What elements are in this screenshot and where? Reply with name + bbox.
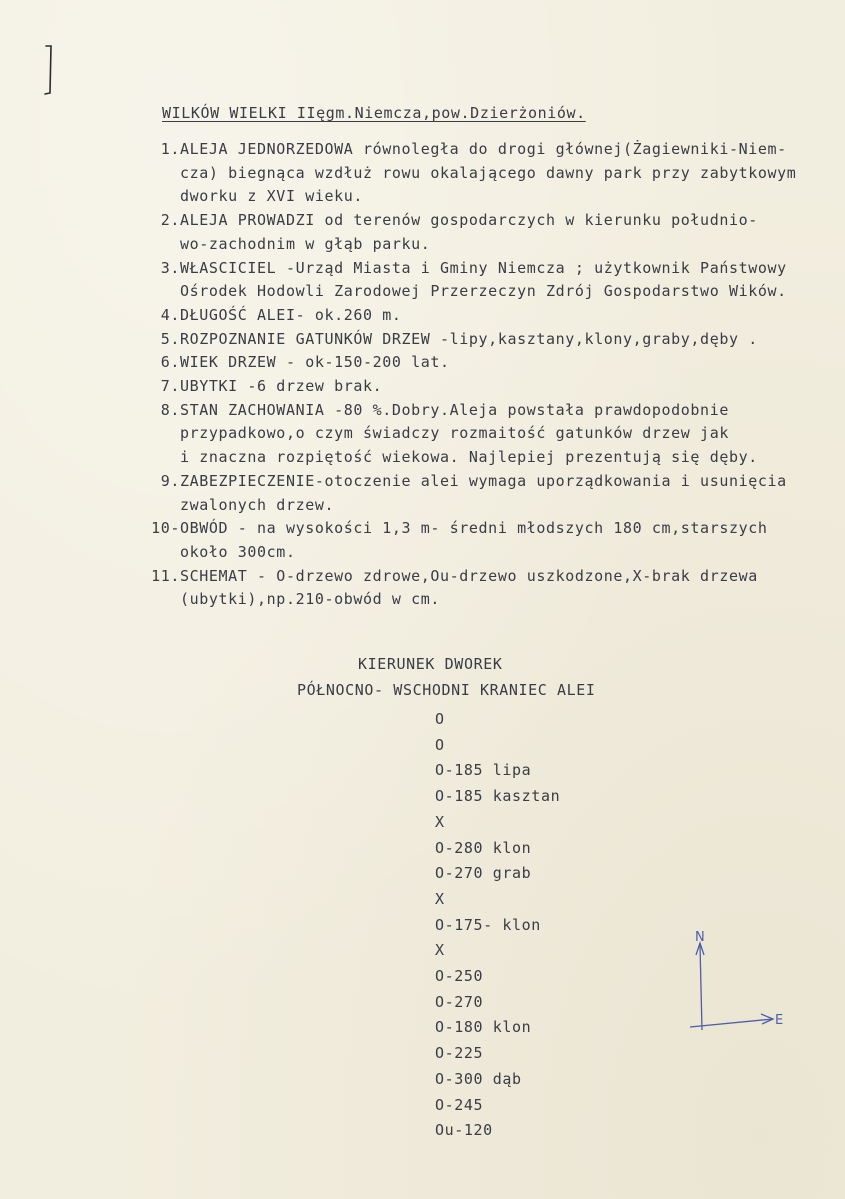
tree-entry: O-250	[435, 967, 484, 986]
tree-entry: O	[435, 735, 445, 754]
list-item	[0, 209, 845, 256]
item-number: 1.	[160, 140, 180, 158]
item-number: 6.	[160, 353, 180, 372]
item-text-line: przypadkowo,o czym świadczy rozmaitość gatunków drzew jak	[180, 424, 729, 443]
list-item	[0, 517, 845, 564]
tree-entry: X	[435, 812, 445, 831]
list-item	[0, 375, 845, 399]
item-number: 9.	[160, 471, 180, 490]
item-text-line: wo-zachodnim w głąb parku.	[180, 234, 431, 253]
list-item	[0, 257, 845, 304]
item-text-line: SCHEMAT - O-drzewo zdrowe,Ou-drzewo uszkodzone,X-brak drzewa	[180, 566, 758, 585]
item-number: 5.	[160, 329, 180, 348]
tree-entry: O-185 lipa	[435, 761, 532, 780]
item-text-line: ZABEZPIECZENIE-otoczenie alei wymaga uporządkowania i usunięcia	[180, 471, 787, 490]
item-text-line: ALEJA JEDNORZEDOWA równoległa do drogi głównej(Żagiewniki-Niem-	[180, 140, 787, 158]
schema-end-label: PÓŁNOCNO- WSCHODNI KRANIEC ALEI	[297, 681, 596, 699]
list-item	[0, 304, 845, 328]
list-item	[0, 470, 845, 517]
compass-rose-icon	[685, 925, 795, 1035]
tree-entry: O-270	[435, 992, 484, 1011]
tree-entry: O-270 grab	[435, 864, 532, 883]
item-text-line: i znaczna rozpiętość wiekowa. Najlepiej prezentują się dęby.	[180, 448, 758, 467]
item-text-line: WŁASCICIEL -Urząd Miasta i Gminy Niemcza ; użytkownik Państwowy	[180, 258, 787, 277]
list-item	[0, 328, 845, 352]
tree-entry: O-175- klon	[435, 915, 541, 934]
numbered-item-list	[0, 138, 845, 612]
margin-bracket-mark	[43, 44, 53, 96]
tree-entry: X	[435, 941, 445, 960]
list-item	[0, 138, 845, 209]
tree-entry: O-225	[435, 1044, 484, 1063]
compass-east-label: E	[775, 1013, 784, 1028]
list-item	[0, 565, 845, 612]
item-text-line: Ośrodek Hodowli Zarodowej Przerzeczyn Zdrój Gospodarstwo Wików.	[180, 282, 787, 301]
item-number: 7.	[160, 377, 180, 396]
tree-entry: O-180 klon	[435, 1018, 532, 1037]
item-text-line: WIEK DRZEW - ok-150-200 lat.	[180, 353, 450, 372]
item-text-line: UBYTKI -6 drzew brak.	[180, 377, 383, 396]
tree-entry: O-300 dąb	[435, 1069, 522, 1088]
item-number: 10-	[151, 519, 180, 538]
item-number: 11.	[151, 566, 180, 585]
item-text-line: (ubytki),np.210-obwód w cm.	[180, 590, 441, 609]
item-number: 3.	[160, 258, 180, 277]
list-item	[0, 399, 845, 470]
item-number: 8.	[160, 400, 180, 419]
tree-entry: O-280 klon	[435, 838, 532, 857]
document-heading: WILKÓW WIELKI IIęgm.Niemcza,pow.Dzierżoniów.	[162, 104, 586, 122]
tree-entry: O-185 kasztan	[435, 787, 561, 806]
item-text-line: około 300cm.	[180, 542, 296, 561]
item-number: 4.	[160, 305, 180, 324]
schema-direction-label: KIERUNEK DWOREK	[358, 655, 503, 673]
item-text-line: dworku z XVI wieku.	[180, 187, 363, 206]
item-text-line: OBWÓD - na wysokości 1,3 m- średni młodszych 180 cm,starszych	[180, 519, 768, 538]
list-item	[0, 351, 845, 375]
item-number: 2.	[160, 211, 180, 230]
tree-schema-list	[435, 707, 560, 1144]
item-text-line: zwalonych drzew.	[180, 495, 335, 514]
item-text-line: ALEJA PROWADZI od terenów gospodarczych w kierunku południo-	[180, 211, 758, 230]
item-text-line: DŁUGOŚĆ ALEI- ok.260 m.	[180, 305, 402, 324]
tree-entry: Ou-120	[435, 1121, 493, 1140]
item-text-line: ROZPOZNANIE GATUNKÓW DRZEW -lipy,kasztany,klony,graby,dęby .	[180, 329, 758, 348]
tree-entry: O-245	[435, 1095, 484, 1114]
tree-entry: O	[435, 710, 445, 728]
compass-north-label: N	[695, 930, 705, 945]
tree-entry: X	[435, 889, 445, 908]
item-text-line: cza) biegnąca wzdłuż rowu okalającego dawny park przy zabytkowym	[180, 163, 797, 182]
item-text-line: STAN ZACHOWANIA -80 %.Dobry.Aleja powstała prawdopodobnie	[180, 400, 729, 419]
